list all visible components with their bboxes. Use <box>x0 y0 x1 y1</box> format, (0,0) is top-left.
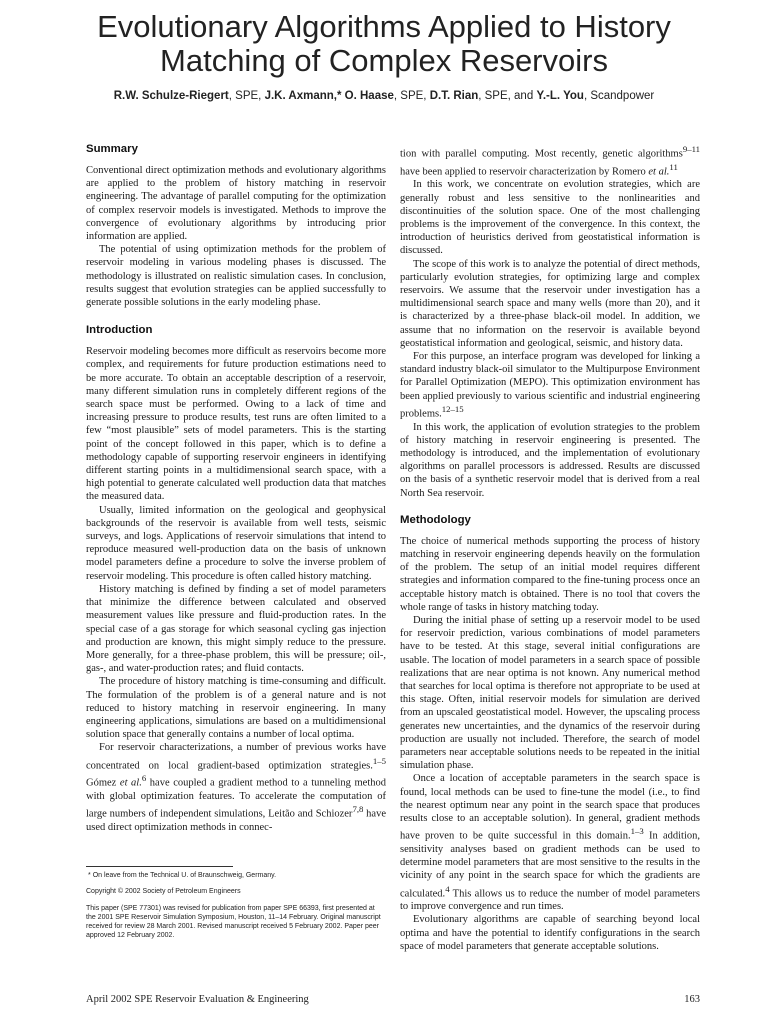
text-run: tion with parallel computing. Most recently, genetic algorithms <box>400 148 683 160</box>
text-run: et al. <box>648 166 670 178</box>
paper-title <box>40 10 728 78</box>
methodology-paragraph: Evolutionary algorithms are capable of searching beyond local optima and have the potential to identify configurations in the search space of model parameters that generate acceptable solutions. <box>400 914 700 952</box>
page-number: 163 <box>684 994 700 1005</box>
methodology-paragraph: During the initial phase of setting up a reservoir model to be used for reservoir prediction, various combinations of model parameters have to be tested. At this stage, several initial configurations are usable. The location of model parameters in a search space of possible realizations that are near optima is not known. Any numerical method that searches for local optima is therefore not appropriate to be used at this stage. Often, initial reservoir models for simulation are derived from an upscaled geostatistical model. However, the upscaling process generates new uncertainties, and the dynamics of the reservoir during production are usually not included. Therefore, the search of model parameters near acceptable solutions needs to be repeated in the initial simulation phase. <box>400 615 700 772</box>
author-affiliation: , SPE, and <box>478 90 537 102</box>
citation-superscript: 7,8 <box>352 804 364 815</box>
citation-superscript: 6 <box>141 773 147 784</box>
text-run: For reservoir characterizations, a number of previous works have concentrated on local gradient-based optimization strategies. <box>86 742 386 772</box>
text-run: For this purpose, an interface program was developed for linking a standard industry black-oil simulator to the Multipurpose Environment for Parallel Optimization (MEPO). This optimization environment has been applied previously to various scientific and industrial engineering problems. <box>400 351 700 420</box>
author-line <box>40 90 728 102</box>
citation-superscript: 1–3 <box>630 826 644 837</box>
text-run: have used direct optimization methods in connec- <box>86 808 387 833</box>
text-run: et al. <box>119 777 142 789</box>
author-name: J.K. Axmann,* <box>264 90 342 102</box>
citation-superscript: 11 <box>669 161 678 172</box>
right-column <box>400 143 700 953</box>
footnotes <box>86 866 386 948</box>
methodology-paragraph <box>400 772 700 913</box>
author-name: O. Haase <box>341 90 394 102</box>
summary-paragraph: Conventional direct optimization methods and evolutionary algorithms are applied to the problem of history matching in reservoir engineering. The advantage of parallel computing for the optimization of complex reservoir models is investigated. Methods to improve the convergence of evolutionary algorithms by introducing prior information are applied. <box>86 165 386 243</box>
footnote-paper-history: This paper (SPE 77301) was revised for publication from paper SPE 66393, first presented at the 2001 SPE Reservoir Simulation Symposium, Houston, 11–14 February. Original manuscript received for review 28 March 2001. Revised manuscript received 5 February 2002. Paper peer approved 12 February 2002. <box>86 904 381 940</box>
author-name: D.T. Rian <box>429 90 479 102</box>
summary-paragraph: The potential of using optimization methods for the problem of reservoir modeling in various modeling phases is discussed. The methodology is illustrated on realistic simulation cases. In conclusion, results suggest that evolution strategies can be applied successfully to generate possible solutions in the early modeling phase. <box>86 244 386 309</box>
title-line-2: Matching of Complex Reservoirs <box>160 43 608 78</box>
author-name: R.W. Schulze-Riegert <box>113 90 229 102</box>
text-run: have been applied to reservoir characterization by Romero <box>400 166 649 178</box>
introduction-paragraph <box>86 741 386 834</box>
citation-superscript: 1–5 <box>372 755 386 766</box>
introduction-heading: Introduction <box>86 324 153 337</box>
left-column <box>86 143 386 834</box>
running-footer: April 2002 SPE Reservoir Evaluation & Engineering <box>86 994 309 1005</box>
author-affiliation: , Scandpower <box>583 90 655 102</box>
body-paragraph: The scope of this work is to analyze the potential of direct methods, particularly evolution strategies, for optimizing large and complex reservoirs. We assume that the reservoir under investigation has a multidimensional search space and many wells (more than 20), and it is characterized by a three-phase black-oil model. In addition, we assume that no information on the reservoir is available beyond geostatistical information and geological, seismic, and history data. <box>400 258 700 349</box>
body-paragraph <box>400 350 700 421</box>
introduction-paragraph: Usually, limited information on the geological and geophysical backgrounds of the reservoir is available from well tests, seismic surveys, and logs. Applications of reservoir simulations that intend to reproduce measured well-production data on the basis of unknown model parameters define a procedure to solve the inverse problem of reservoir modeling. This procedure is often called history matching. <box>86 504 386 582</box>
author-affiliation: , SPE, <box>228 90 265 102</box>
citation-superscript: 12–15 <box>441 403 464 414</box>
author-affiliation: , SPE, <box>393 90 430 102</box>
body-paragraph: In this work, the application of evolution strategies to the problem of history matching in reservoir engineering is presented. The methodology is introduced, and the implementation of evolutionary algorithms on parallel processors is addressed. Results are discussed on the basis of a synthetic reservoir model that is derived from a real North Sea reservoir. <box>400 421 700 499</box>
methodology-heading: Methodology <box>400 513 471 526</box>
author-name: Y.-L. You <box>536 90 584 102</box>
citation-superscript: 4 <box>445 883 450 894</box>
introduction-paragraph: The procedure of history matching is time-consuming and difficult. The formulation of the problem is of a general nature and is not reduced to history matching in reservoir engineering. In many engineering applications, simulations are based on a multidimensional solution space that generally contains a number of local optima. <box>86 676 386 741</box>
citation-superscript: 9–11 <box>682 144 700 154</box>
footnote-marker: * <box>88 872 91 879</box>
text-run: Once a location of acceptable parameters in the search space is found, local methods can be used to fine-tune the model (i.e., to find the nearest optimum near any point in the search space that produces results close to an acceptable solution). In general, gradient methods have proven to be quite successful in this domain. <box>400 773 700 842</box>
footnote-copyright: Copyright © 2002 Society of Petroleum Engineers <box>86 888 241 896</box>
introduction-paragraph: Reservoir modeling becomes more difficult as reservoirs become more complex, and requirements for future production estimations need to be more accurate. To obtain an acceptable description of a reservoir, many different simulation runs in completely different regions of the search space must be performed. Owing to a lack of time and increasing pressure to produce results, test runs are often limited to a few “most plausible” sets of model parameters. This is the starting point of the concept followed in this paper, which is to define a methodology capable of supporting reservoir engineers in identifying different starting points in a multidimensional search space, with a high potential to generate calculated well production data that matches the measured data. <box>86 346 386 503</box>
footnote-rule <box>86 866 233 867</box>
text-run: On leave from the Technical U. of Braunschweig, Germany. <box>92 872 277 879</box>
body-paragraph <box>400 143 700 178</box>
text-run: Gómez <box>86 777 120 789</box>
text-run: In addition, sensitivity analyses based on gradient methods can be used to determine model parameters that are most sensitive to the results in the vicinity of any point in the search space for which the gradients are calculated. <box>400 830 700 900</box>
text-run: have coupled a gradient method to a tunneling method with global optimization features. To accelerate the computation of large numbers of independent simulations, Leitão and Schiozer <box>86 777 386 820</box>
summary-heading: Summary <box>86 143 138 155</box>
introduction-paragraph: History matching is defined by finding a set of model parameters that minimize the difference between calculated and observed measurement values like pressure and fluid-production rates. In the special case of a gas storage for which seasonal cycling gas injection and production are known, this might simply reduce to the pressure. More generally, for a three-phase problem, this will be pressure; oil-, gas-, and water-production rates; and fluid contacts. <box>86 583 386 675</box>
body-paragraph: In this work, we concentrate on evolution strategies, which are generally robust and less sensitive to the nonlinearities and discontinuities of the solution space. One of the most challenging problems is the improvement of the convergence. In this context, the introduction of heuristics derived from geostatistical information is discussed. <box>400 179 700 257</box>
methodology-paragraph: The choice of numerical methods supporting the process of history matching in reservoir engineering depends heavily on the formulation of the problem. The setup of an initial model requires different strategies and information compared to the fine-tuning process once an acceptable history match is obtained. There is no tool that covers the whole range of tasks in history matching today. <box>400 535 700 613</box>
footnote-leave <box>86 871 386 880</box>
title-line-1: Evolutionary Algorithms Applied to History <box>97 9 671 44</box>
text-run: This allows us to reduce the number of model parameters to improve convergence and run times. <box>400 888 700 913</box>
